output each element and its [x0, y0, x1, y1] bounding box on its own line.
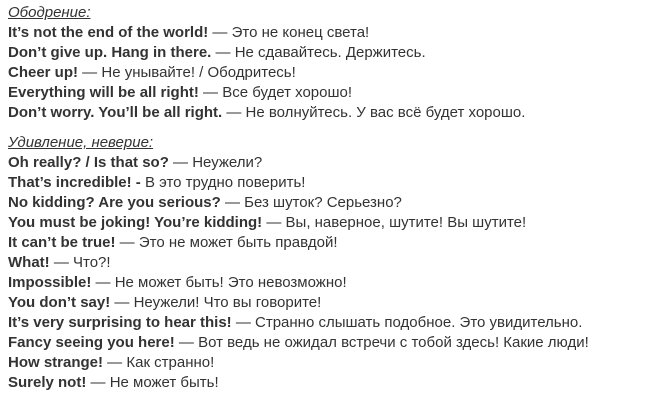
phrase-line [8, 103, 663, 123]
phrase-line [8, 173, 663, 193]
phrase-line [8, 273, 663, 293]
separator-dash: — [103, 354, 127, 371]
russian-translation: Странно слышать подобное. Это увидительно. [255, 314, 583, 331]
russian-translation: Это не может быть правдой! [138, 234, 338, 251]
english-phrase: Don’t give up. Hang in there. [8, 44, 212, 61]
separator-dash: — [78, 64, 102, 81]
phrase-line [8, 153, 663, 173]
english-phrase: It can’t be true! [8, 234, 116, 251]
english-phrase: Fancy seeing you here! [8, 334, 175, 351]
phrase-line [8, 23, 663, 43]
phrase-line [8, 43, 663, 63]
russian-translation: Без шуток? Серьезно? [244, 194, 402, 211]
english-phrase: You don’t say! [8, 294, 111, 311]
phrase-line [8, 193, 663, 213]
phrase-line [8, 63, 663, 83]
russian-translation: Не сдавайтесь. Держитесь. [234, 44, 426, 61]
separator-dash: — [231, 314, 256, 331]
separator-dash: — [86, 374, 110, 391]
russian-translation: Не может быть! Это невозможно! [114, 274, 347, 291]
phrase-line [8, 333, 663, 353]
russian-translation: Неужели! Что вы говорите! [133, 294, 322, 311]
english-phrase: Surely not! [8, 374, 87, 391]
phrase-section [8, 3, 663, 123]
english-phrase: No kidding? Are you serious? [8, 194, 221, 211]
separator-dash: — [208, 24, 232, 41]
russian-translation: Это не конец света! [231, 24, 370, 41]
phrase-line [8, 293, 663, 313]
english-phrase: Impossible! [8, 274, 92, 291]
russian-translation: Все будет хорошо! [222, 84, 353, 101]
english-phrase: What! [8, 254, 50, 271]
english-phrase: Oh really? / Is that so? [8, 154, 169, 171]
phrase-line [8, 253, 663, 273]
separator-dash: — [211, 44, 235, 61]
english-phrase: Everything will be all right! [8, 84, 199, 101]
separator-dash: — [115, 234, 139, 251]
separator-dash: — [198, 84, 223, 101]
phrase-line [8, 353, 663, 373]
section-title: Удивление, неверие: [8, 134, 154, 151]
english-phrase: Don’t worry. You’ll be all right. [8, 104, 223, 121]
separator-dash: — [110, 294, 134, 311]
separator-dash: — [222, 104, 246, 121]
separator-dash: — [49, 254, 73, 271]
phrase-line [8, 313, 663, 333]
phrase-section [8, 133, 663, 393]
russian-translation: Что?! [73, 254, 111, 271]
russian-translation: Не может быть! [109, 374, 219, 391]
phrase-line [8, 213, 663, 233]
english-phrase: That’s incredible! - [8, 174, 141, 191]
phrase-line [8, 83, 663, 103]
russian-translation: Вы, наверное, шутите! Вы шутите! [285, 214, 527, 231]
russian-translation: Неужели? [192, 154, 263, 171]
russian-translation: Как странно! [126, 354, 215, 371]
separator-dash: — [174, 334, 199, 351]
russian-translation: Вот ведь не ожидал встречи с тобой здесь! Какие люди! [198, 334, 589, 351]
english-phrase: It’s very surprising to hear this! [8, 314, 232, 331]
phrase-line [8, 373, 663, 393]
russian-translation: Не волнуйтесь. У вас всё будет хорошо. [245, 104, 526, 121]
separator-dash: — [168, 154, 193, 171]
phrase-line [8, 233, 663, 253]
separator-dash: — [91, 274, 115, 291]
english-phrase: Cheer up! [8, 64, 79, 81]
english-phrase: You must be joking! You’re kidding! [8, 214, 263, 231]
english-phrase: How strange! [8, 354, 104, 371]
russian-translation: Не унывайте! / Ободритесь! [101, 64, 296, 81]
section-title: Ободрение: [8, 4, 91, 21]
russian-translation: В это трудно поверить! [144, 174, 306, 191]
separator-dash: — [262, 214, 286, 231]
english-phrase: It’s not the end of the world! [8, 24, 209, 41]
separator-dash: — [220, 194, 245, 211]
